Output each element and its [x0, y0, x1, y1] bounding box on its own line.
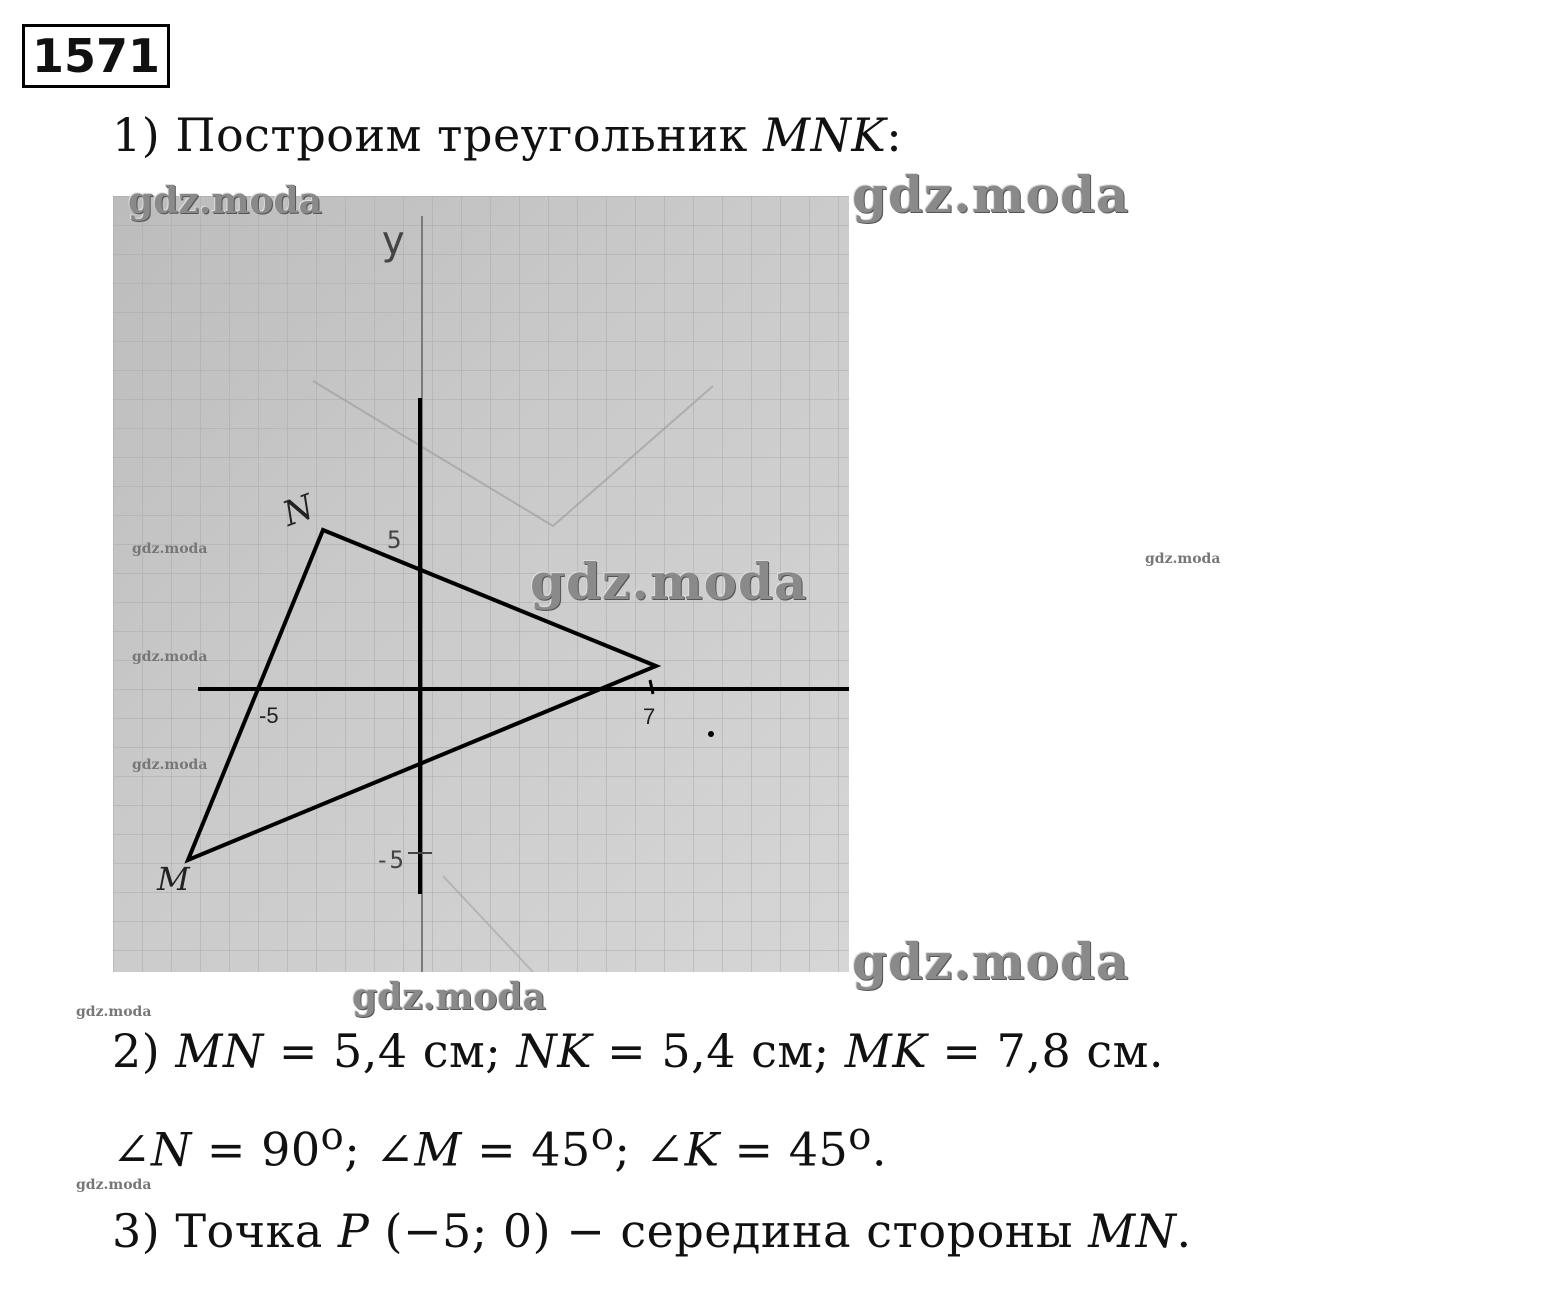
segment-mn: MN [175, 1024, 264, 1078]
watermark: gdz.moda [128, 180, 322, 222]
triangle-name: MNK [763, 108, 887, 162]
angle-n: N [151, 1122, 192, 1177]
watermark: gdz.moda [852, 165, 1130, 224]
watermark: gdz.moda [76, 1004, 152, 1020]
watermark: gdz.moda [852, 932, 1130, 991]
point-p-coords: (−5; 0) − середина стороны [369, 1204, 1089, 1258]
watermark: gdz.moda [132, 541, 208, 557]
degree-mark: o [590, 1114, 615, 1159]
step1-text: 1) Построим треугольник [112, 108, 763, 162]
segment-nk: NK [516, 1024, 593, 1078]
angles-line [112, 1114, 887, 1176]
watermark: gdz.moda [132, 649, 208, 665]
watermark: gdz.moda [1145, 551, 1221, 567]
period: . [871, 1122, 887, 1177]
degree-mark: o [848, 1114, 872, 1159]
vertex-label-m: M [157, 860, 190, 898]
y-label-5: 5 [387, 526, 402, 554]
y-axis-label: y [381, 218, 406, 264]
angle-icon: ∠ [112, 1122, 152, 1177]
step3-text: 3) Точка [112, 1204, 338, 1258]
step1-line [112, 108, 902, 162]
watermark: gdz.moda [530, 552, 808, 611]
task-number: 1571 [22, 24, 170, 88]
segment-mk: MK [844, 1024, 928, 1078]
watermark: gdz.moda [352, 976, 546, 1018]
separator: ; [344, 1122, 376, 1177]
watermark: gdz.moda [76, 1177, 152, 1193]
side-mn: MN [1088, 1204, 1177, 1258]
angle-k-value: = 45 [719, 1122, 849, 1177]
watermark: gdz.moda [132, 757, 208, 773]
angle-icon: ∠ [375, 1122, 415, 1177]
angle-icon: ∠ [645, 1122, 685, 1177]
angle-m-value: = 45 [461, 1122, 591, 1177]
angle-k: K [684, 1122, 720, 1177]
mn-value: = 5,4 см; [263, 1024, 517, 1078]
x-label-neg5: -5 [259, 703, 279, 728]
angle-n-value: = 90 [191, 1122, 321, 1177]
stray-dot [708, 731, 714, 737]
y-label-neg5: -5 [375, 846, 404, 874]
step1-colon: : [886, 108, 903, 162]
angle-m: M [414, 1122, 462, 1177]
mk-value: = 7,8 см. [927, 1024, 1164, 1078]
point-p: P [337, 1204, 370, 1258]
degree-mark: o [320, 1114, 345, 1159]
vertex-label-n: N [277, 486, 320, 535]
nk-value: = 5,4 см; [592, 1024, 845, 1078]
separator: ; [614, 1122, 646, 1177]
period: . [1176, 1204, 1192, 1258]
x-label-7: 7 [643, 704, 656, 729]
step3-line [112, 1204, 1192, 1258]
step2-line [112, 1024, 1164, 1078]
step2-number: 2) [112, 1024, 176, 1078]
